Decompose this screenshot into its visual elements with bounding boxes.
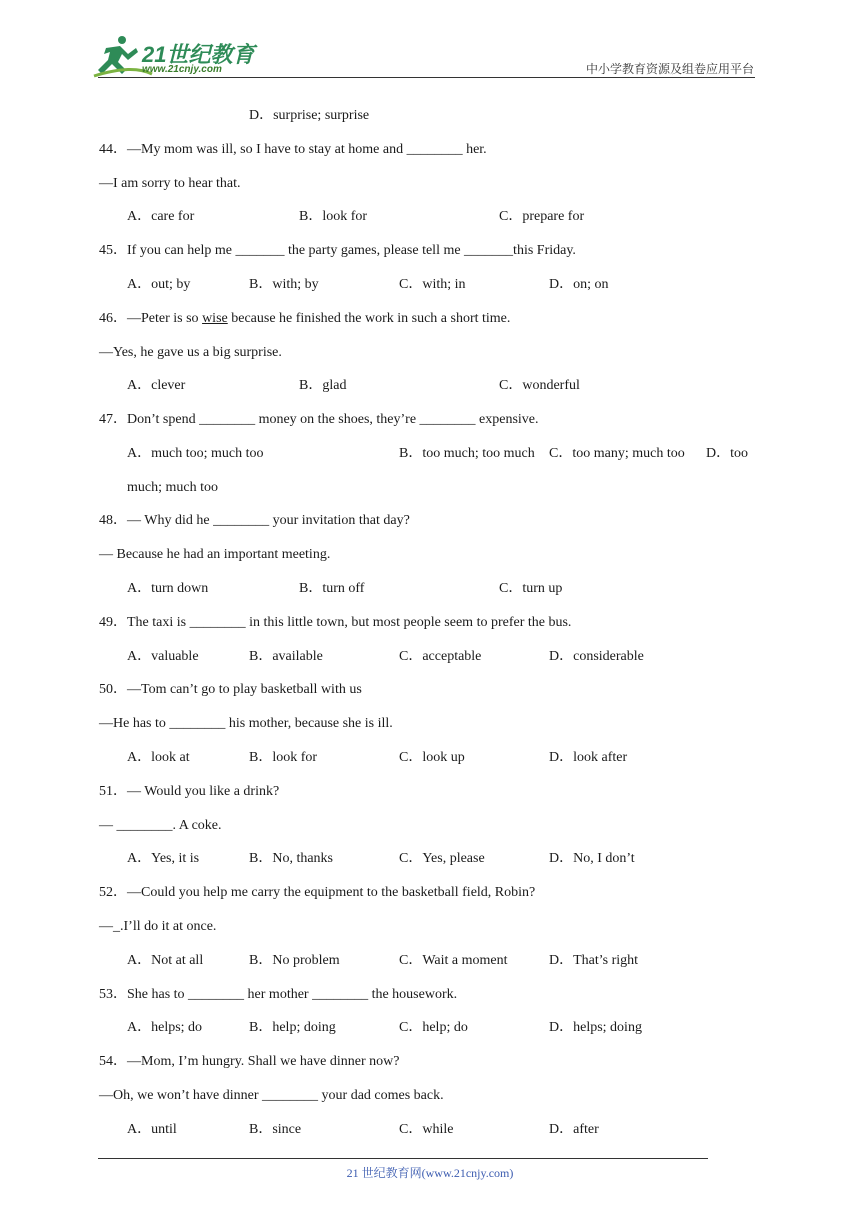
q49-option-d: D．considerable xyxy=(549,649,644,664)
q52-option-a: A．Not at all xyxy=(127,953,204,968)
q52-option-c: C．Wait a moment xyxy=(399,953,508,968)
q54-option-c: C．while xyxy=(399,1122,454,1137)
q47-stem: 47．Don’t spend ________ money on the shoes, they’re ________ expensive. xyxy=(99,412,539,427)
q46-stem-post: because he finished the work in such a short time. xyxy=(227,311,511,326)
q44-reply: —I am sorry to hear that. xyxy=(99,176,241,191)
footer-text: 21 世纪教育网(www.21cnjy.com) xyxy=(346,1166,514,1180)
q48-reply: — Because he had an important meeting. xyxy=(99,547,331,562)
q47-option-a: A．much too; much too xyxy=(127,446,264,461)
q48-option-b: B．turn off xyxy=(299,581,365,596)
q49-stem: 49．The taxi is ________ in this little town, but most people seem to prefer the bus. xyxy=(99,615,572,630)
q44-option-b: B．look for xyxy=(299,209,368,224)
q54-option-d: D．after xyxy=(549,1122,599,1137)
q46-underlined-word: wise xyxy=(202,311,228,326)
q54-stem: 54．—Mom, I’m hungry. Shall we have dinner now? xyxy=(99,1054,400,1069)
q50-reply: —He has to ________ his mother, because she is ill. xyxy=(99,716,393,731)
q46-option-c: C．wonderful xyxy=(499,378,580,393)
q45-option-b: B．with; by xyxy=(249,277,319,292)
q51-reply: — ________. A coke. xyxy=(99,818,222,833)
q53-stem: 53．She has to ________ her mother ________ the housework. xyxy=(99,987,458,1002)
q45-stem: 45．If you can help me _______ the party games, please tell me _______this Friday. xyxy=(99,243,576,258)
q51-option-a: A．Yes, it is xyxy=(127,851,200,866)
page-header xyxy=(0,0,860,80)
q46-reply: —Yes, he gave us a big surprise. xyxy=(99,345,282,360)
q43-option-d: D．surprise; surprise xyxy=(249,108,370,123)
q44-option-a: A．care for xyxy=(127,209,195,224)
q48-stem: 48．— Why did he ________ your invitation that day? xyxy=(99,513,410,528)
q52-option-d: D．That’s right xyxy=(549,953,639,968)
q49-option-c: C．acceptable xyxy=(399,649,482,664)
q50-option-d: D．look after xyxy=(549,750,628,765)
q51-option-b: B．No, thanks xyxy=(249,851,333,866)
footer-divider xyxy=(98,1158,708,1159)
q49-option-a: A．valuable xyxy=(127,649,199,664)
q52-reply: —_.I’ll do it at once. xyxy=(99,919,217,934)
q51-option-c: C．Yes, please xyxy=(399,851,485,866)
q51-option-d: D．No, I don’t xyxy=(549,851,635,866)
q46-stem xyxy=(99,310,510,328)
q48-option-a: A．turn down xyxy=(127,581,209,596)
q50-option-a: A．look at xyxy=(127,750,190,765)
q44-stem: 44．—My mom was ill, so I have to stay at home and ________ her. xyxy=(99,142,487,157)
q44-option-c: C．prepare for xyxy=(499,209,585,224)
q53-option-b: B．help; doing xyxy=(249,1020,336,1035)
q47-option-c: C．too many; much too xyxy=(549,446,685,461)
q48-option-c: C．turn up xyxy=(499,581,563,596)
header-platform-title: 中小学教育资源及组卷应用平台 xyxy=(585,62,754,76)
q52-option-b: B．No problem xyxy=(249,953,340,968)
q53-option-d: D．helps; doing xyxy=(549,1020,642,1035)
logo-text: 21世纪教育 xyxy=(142,42,255,67)
q46-option-a: A．clever xyxy=(127,378,186,393)
q49-option-b: B．available xyxy=(249,649,323,664)
q46-option-b: B．glad xyxy=(299,378,347,393)
q45-option-c: C．with; in xyxy=(399,277,466,292)
q45-option-d: D．on; on xyxy=(549,277,609,292)
q47-option-d-cont: much; much too xyxy=(127,480,218,495)
q54-option-a: A．until xyxy=(127,1122,177,1137)
q53-option-c: C．help; do xyxy=(399,1020,468,1035)
q47-option-d: D．too xyxy=(706,446,748,461)
q46-stem-pre: 46．—Peter is so xyxy=(99,311,203,326)
q50-option-b: B．look for xyxy=(249,750,318,765)
q54-option-b: B．since xyxy=(249,1122,302,1137)
q53-option-a: A．helps; do xyxy=(127,1020,203,1035)
q51-stem: 51．— Would you like a drink? xyxy=(99,784,280,799)
q45-option-a: A．out; by xyxy=(127,277,191,292)
q50-stem: 50．—Tom can’t go to play basketball with us xyxy=(99,682,362,697)
header-divider xyxy=(98,77,755,78)
q50-option-c: C．look up xyxy=(399,750,465,765)
q52-stem: 52．—Could you help me carry the equipment to the basketball field, Robin? xyxy=(99,885,536,900)
logo-url: www.21cnjy.com xyxy=(142,64,222,75)
q47-option-b: B．too much; too much xyxy=(399,446,535,461)
q54-reply: —Oh, we won’t have dinner ________ your dad comes back. xyxy=(99,1088,444,1103)
